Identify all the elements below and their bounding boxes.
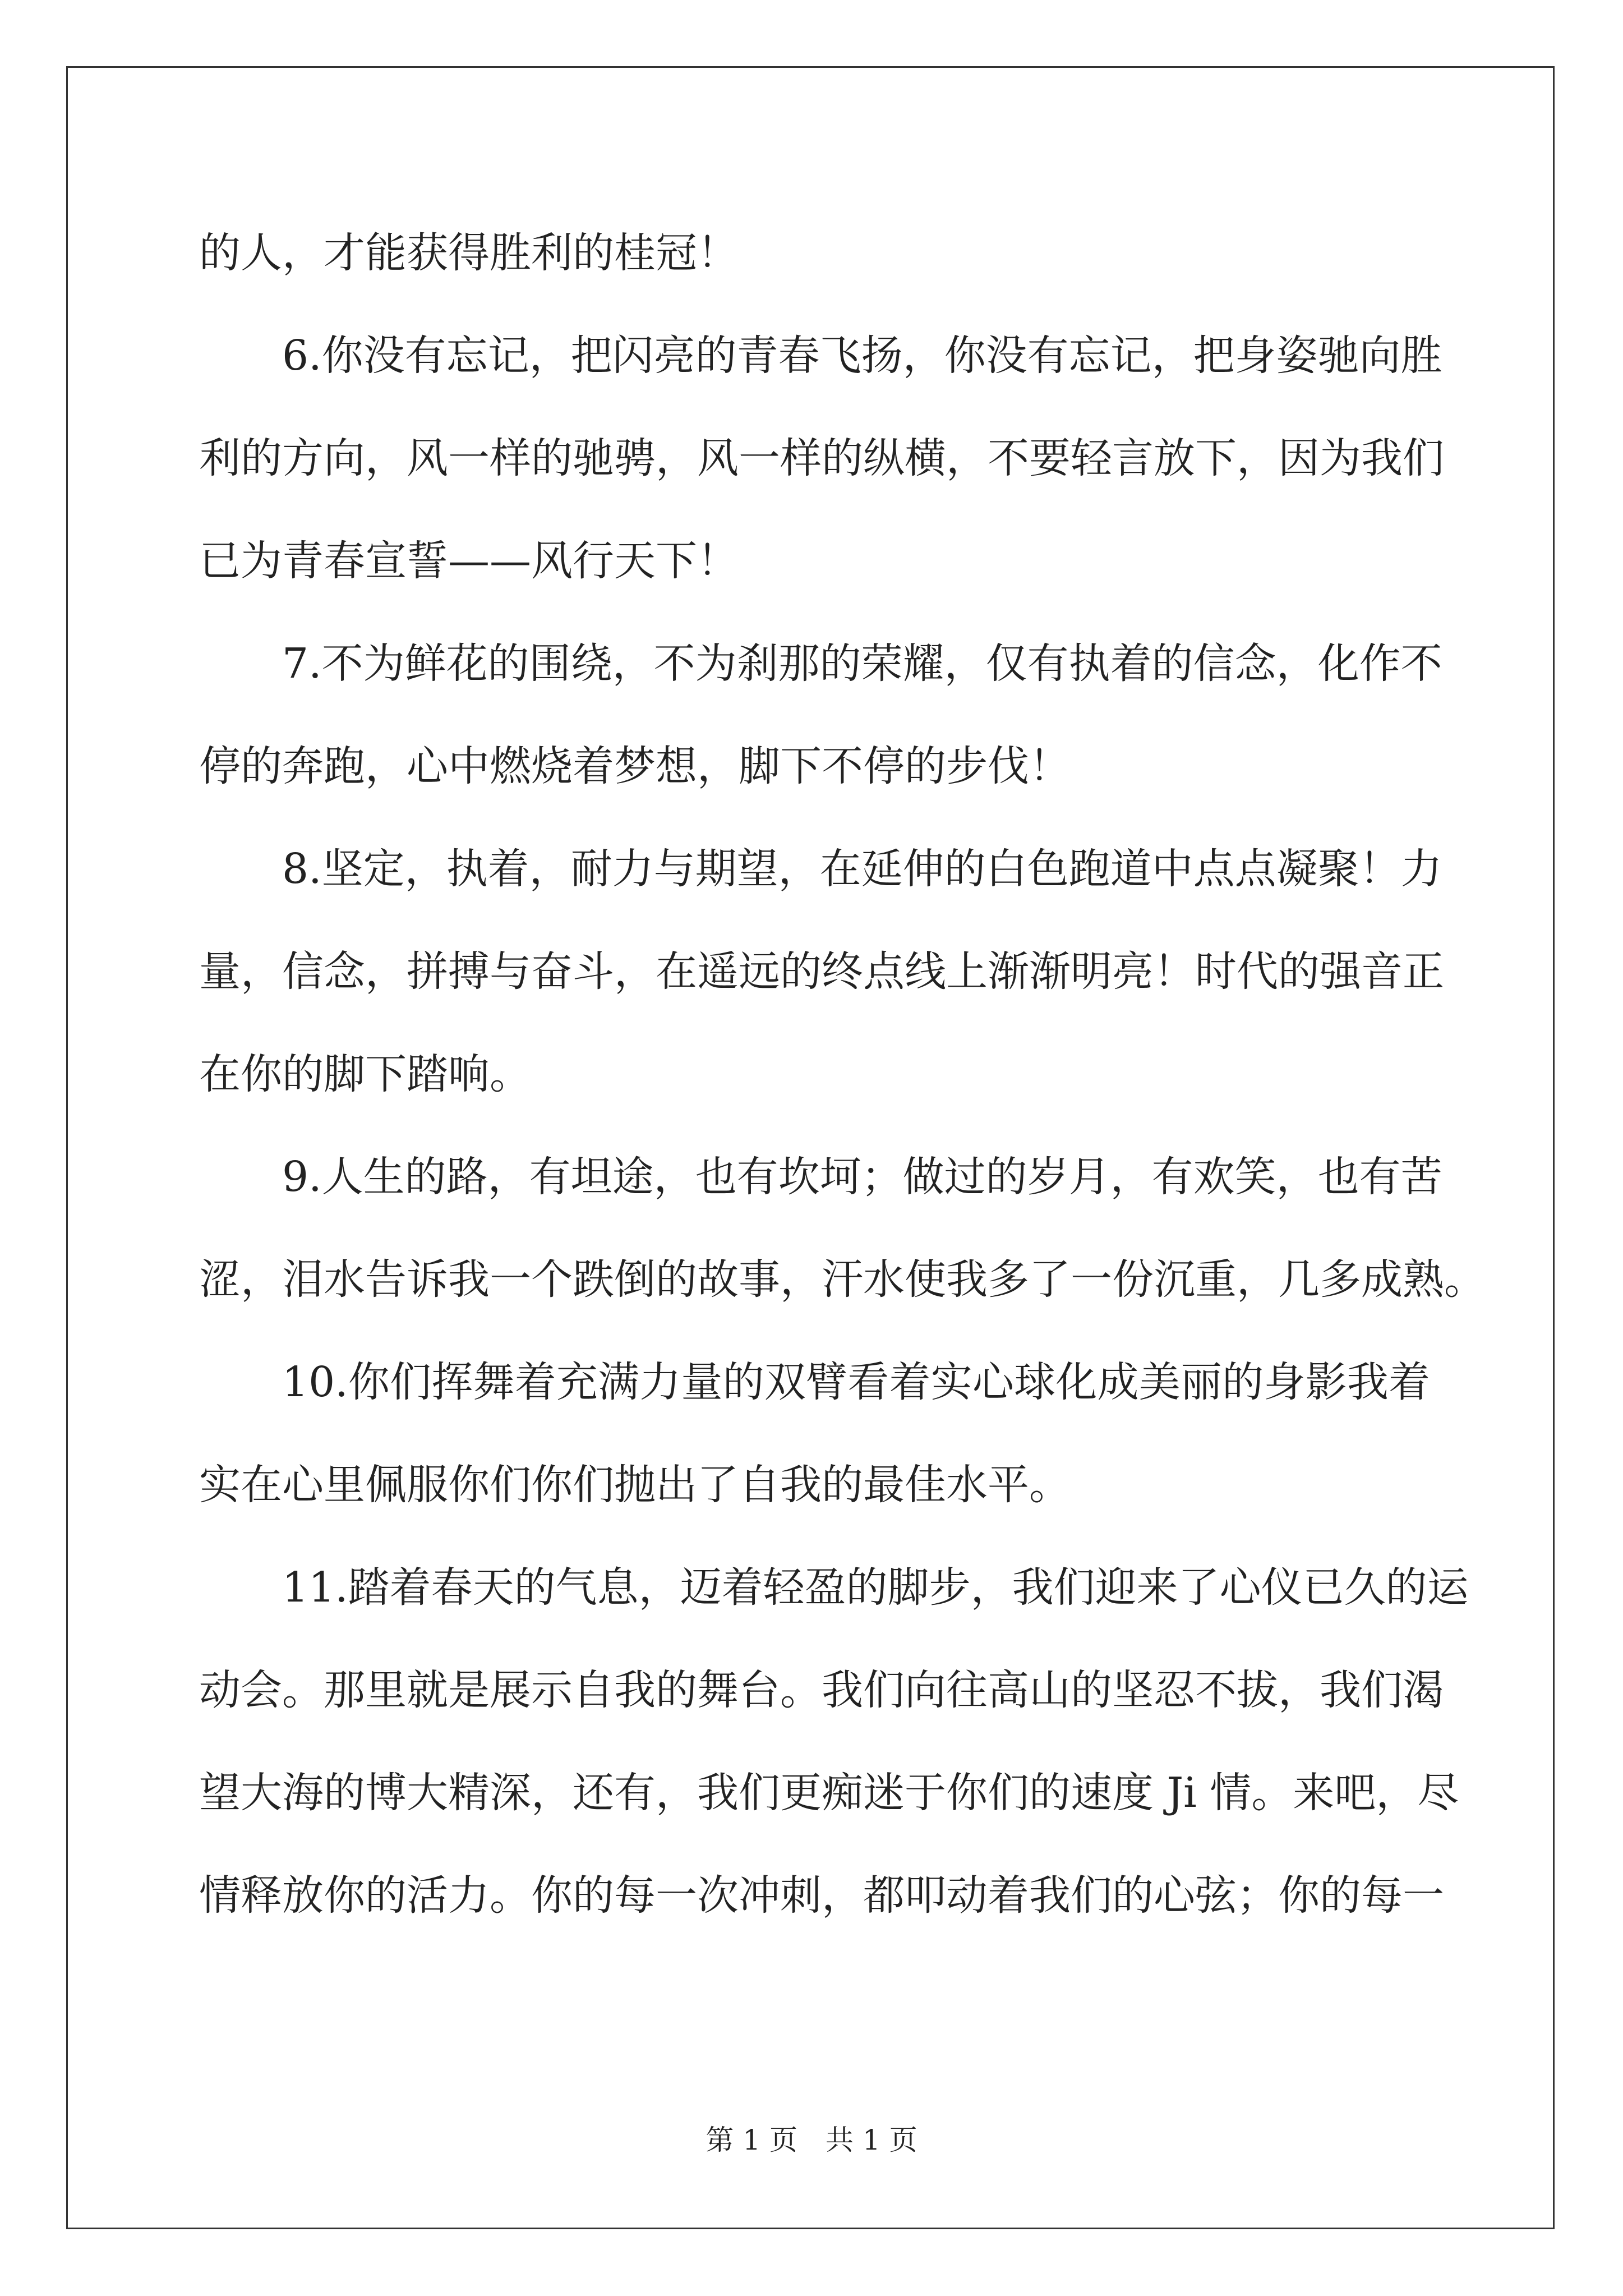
text-line: 已为青春宣誓——风行天下！ <box>199 537 739 585</box>
text-line: 7.不为鲜花的围绕，不为刹那的荣耀，仅有执着的信念，化作不 <box>282 639 1442 688</box>
text-line: 情释放你的活力。你的每一次冲刺，都叩动着我们的心弦；你的每一 <box>199 1871 1444 1920</box>
text-line: 9.人生的路，有坦途，也有坎坷；做过的岁月，有欢笑，也有苦 <box>282 1153 1442 1201</box>
text-line: 在你的脚下踏响。 <box>199 1050 531 1098</box>
text-line: 量，信念，拼搏与奋斗，在遥远的终点线上渐渐明亮！时代的强音正 <box>199 947 1444 996</box>
text-line: 实在心里佩服你们你们抛出了自我的最佳水平。 <box>199 1461 1071 1509</box>
text-line: 的人，才能获得胜利的桂冠！ <box>199 229 739 277</box>
text-line: 停的奔跑，心中燃烧着梦想，脚下不停的步伐！ <box>199 742 1071 790</box>
document-body <box>199 202 1486 1947</box>
text-line: 利的方向，风一样的驰骋，风一样的纵横，不要轻言放下，因为我们 <box>199 434 1444 482</box>
text-line: 涩，泪水告诉我一个跌倒的故事，汗水使我多了一份沉重，几多成熟。 <box>199 1255 1486 1304</box>
text-line: 11.踏着春天的气息，迈着轻盈的脚步，我们迎来了心仪已久的运 <box>282 1563 1469 1612</box>
page-footer <box>0 2123 1623 2157</box>
page-total: 共 1 页 <box>826 2124 917 2156</box>
text-line: 10.你们挥舞着充满力量的双臂看着实心球化成美丽的身影我着 <box>282 1358 1430 1406</box>
text-line: 6.你没有忘记，把闪亮的青春飞扬，你没有忘记，把身姿驰向胜 <box>282 332 1442 380</box>
text-line: 望大海的博大精深，还有，我们更痴迷于你们的速度 Ji 情。来吧，尽 <box>199 1769 1459 1817</box>
text-line: 8.坚定，执着，耐力与期望，在延伸的白色跑道中点点凝聚！力 <box>282 845 1442 893</box>
page-number: 第 1 页 <box>706 2124 797 2156</box>
text-line: 动会。那里就是展示自我的舞台。我们向往高山的坚忍不拔，我们渴 <box>199 1666 1444 1714</box>
